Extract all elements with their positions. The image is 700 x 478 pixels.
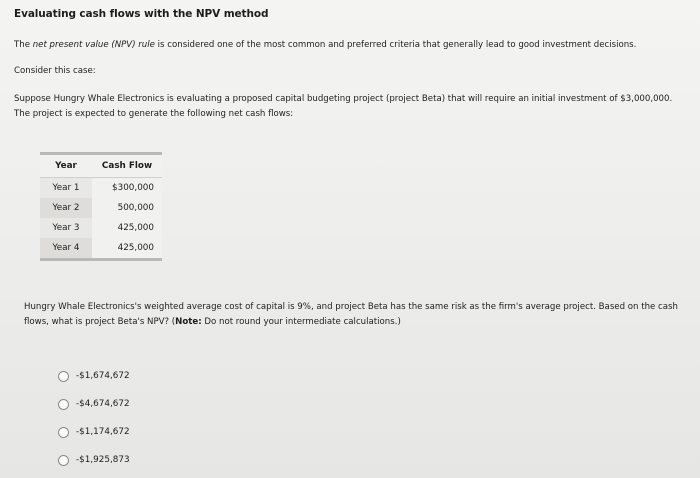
intro-paragraph [14, 38, 636, 53]
answer-option-label[interactable]: -$1,174,672 [76, 427, 130, 437]
case-description: Suppose Hungry Whale Electronics is evaluating a proposed capital budgeting project (project Beta) that will require an initial investment of $3,000,000. The project is expected to generate the following net cash flows: [14, 94, 673, 119]
note-label: Note: [175, 316, 202, 327]
radio-button[interactable] [58, 455, 69, 466]
answer-option-label[interactable]: -$1,674,672 [76, 371, 130, 381]
year-cell: Year 2 [40, 198, 92, 218]
page-title: Evaluating cash flows with the NPV method [14, 8, 269, 20]
year-cell: Year 4 [40, 238, 92, 260]
answer-option[interactable] [58, 362, 130, 390]
cash-flow-cell: 425,000 [117, 223, 154, 233]
table-row [40, 238, 162, 260]
table-row [40, 178, 162, 199]
answer-option-label[interactable]: -$1,925,873 [76, 455, 130, 465]
column-header-cash-flow: Cash Flow [92, 154, 162, 178]
column-header-year: Year [40, 154, 92, 178]
cash-flow-cell: $300,000 [112, 183, 154, 193]
table-row [40, 198, 162, 218]
consider-label: Consider this case: [14, 66, 96, 76]
question-text [24, 300, 692, 329]
question-body: Hungry Whale Electronics's weighted average cost of capital is 9%, and project Beta has the same risk as the firm's average project. Based on the cash flows, what is project Beta's NPV? ( [24, 302, 678, 327]
note-text: Do not round your intermediate calculations.) [201, 316, 401, 327]
intro-pre: The [14, 40, 33, 50]
radio-button[interactable] [58, 371, 69, 382]
table-row [40, 218, 162, 238]
answer-option[interactable] [58, 446, 130, 474]
table-header-row [40, 154, 162, 178]
year-cell: Year 1 [40, 178, 92, 199]
radio-button[interactable] [58, 399, 69, 410]
radio-button[interactable] [58, 427, 69, 438]
answer-option[interactable] [58, 418, 130, 446]
answer-option[interactable] [58, 390, 130, 418]
answer-option-label[interactable]: -$4,674,672 [76, 399, 130, 409]
cash-flow-cell: 500,000 [117, 203, 154, 213]
answer-options [58, 362, 130, 474]
cash-flow-table [40, 152, 162, 261]
cash-flow-cell: 425,000 [117, 243, 154, 253]
intro-post: is considered one of the most common and preferred criteria that generally lead to good investment decisions. [154, 40, 637, 50]
npv-rule-term: net present value (NPV) rule [32, 40, 155, 50]
year-cell: Year 3 [40, 218, 92, 238]
